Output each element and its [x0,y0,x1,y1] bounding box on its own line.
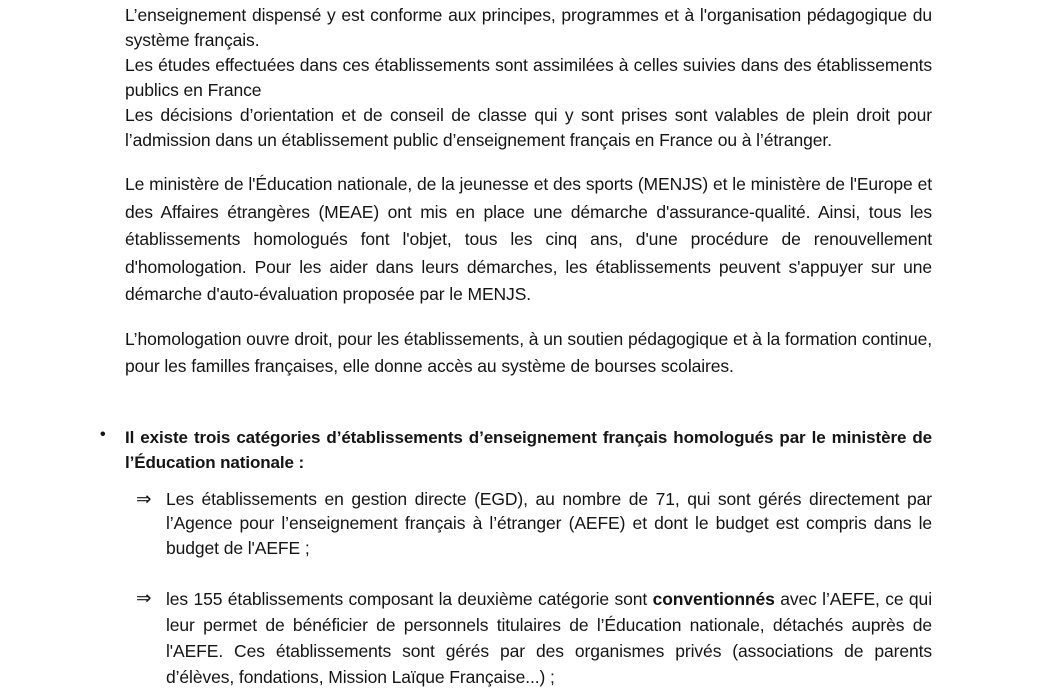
intro-block [125,3,932,152]
bullet-text: Il existe trois catégories d’établissements d’enseignement français homologués par le ministère de l’Éducation nationale : [125,427,932,473]
text-segment: les 155 établissements composant la deuxième catégorie sont [166,589,653,610]
arrow-item-egd-text: Les établissements en gestion directe (EGD), au nombre de 71, qui sont gérés directement par l’Agence pour l’enseignement français à l’étranger (AEFE) et dont le budget est compris dans le budget de l'AEFE ; [166,488,932,558]
bold-word-conventionnes: conventionnés [652,589,775,610]
intro-sentence-3: Les décisions d’orientation et de conseil de classe qui y sont prises sont valables de plein droit pour l’admission dans un établissement public d’enseignement français en France ou à l’étranger. [125,104,932,150]
intro-sentence-2: Les études effectuées dans ces établissements sont assimilées à celles suivies dans des établissements publics en France [125,54,932,100]
double-arrow-icon: ⇒ [136,587,152,609]
arrow-item-conventionnes-text [166,586,932,690]
paragraph-assurance-qualite: Le ministère de l'Éducation nationale, de la jeunesse et des sports (MENJS) et le ministère de l'Europe et des Affaires étrangères (MEAE) ont mis en place une démarche d'assurance-qualité. Ainsi, tous les établissements homologués font l'objet, tous les cinq ans, d'une procédure de renouvellement d'homologation. Pour les aider dans leurs démarches, les établissements peuvent s'appuyer sur une démarche d'auto-évaluation proposée par le MENJS. [125,174,932,305]
arrow-item-egd [125,487,932,561]
paragraph-homologation-droits: L’homologation ouvre droit, pour les établissements, à un soutien pédagogique et à la formation continue, pour les familles françaises, elle donne accès au système de bourses scolaires. [125,328,932,376]
double-arrow-icon: ⇒ [136,487,152,509]
document-content [100,3,932,690]
arrow-item-conventionnes [125,586,932,690]
intro-sentence-1: L’enseignement dispensé y est conforme aux principes, programmes et à l'organisation pédagogique du système français. [125,5,932,50]
bullet-item-categories [100,425,932,476]
text-segment: avec l’AEFE, ce qui leur permet de bénéficier de personnels titulaires de l’Éducation nationale, détachés auprès de l'AEFE. Ces établissements sont gérés par des organismes privés (associations de parents d’élèves, fondations, Mission Laïque Française...) ; [166,589,932,688]
bullet-icon: • [100,425,106,443]
